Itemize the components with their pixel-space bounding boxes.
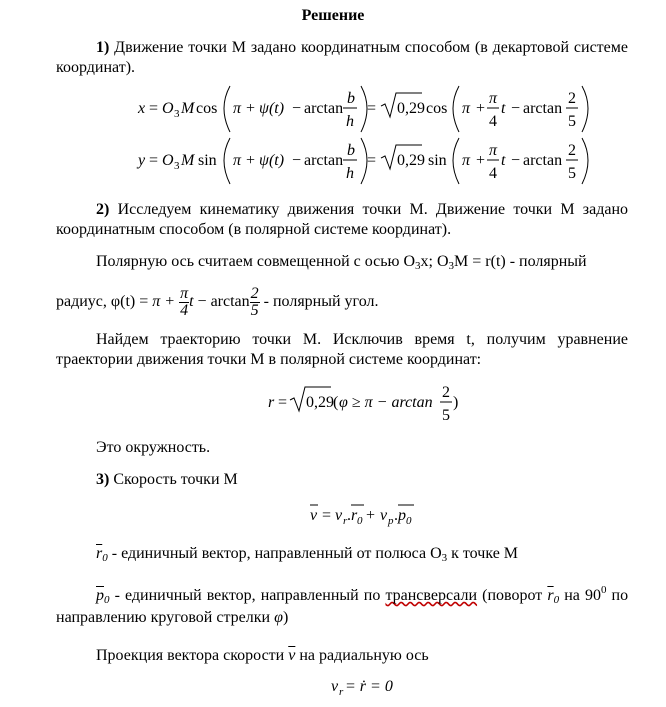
svg-text:5: 5 — [442, 407, 450, 424]
svg-text:sin: sin — [428, 152, 447, 169]
svg-text:0: 0 — [357, 515, 363, 527]
svg-text:+: + — [246, 152, 256, 169]
svg-text:+: + — [476, 100, 486, 117]
svg-text:.: . — [394, 507, 398, 524]
svg-text:4: 4 — [489, 165, 497, 182]
two-fifths-fraction: $\frac{2}{5}$ — [250, 285, 259, 319]
svg-text:π: π — [233, 100, 242, 117]
equation-r — [268, 384, 458, 424]
svg-text:r: r — [343, 515, 348, 527]
svg-text:cos: cos — [426, 100, 448, 117]
svg-text:4: 4 — [489, 113, 497, 130]
svg-text:v: v — [310, 507, 318, 524]
svg-text:r: r — [351, 507, 358, 524]
svg-text:.: . — [347, 507, 351, 524]
svg-text:O: O — [162, 100, 174, 117]
svg-text:3: 3 — [174, 160, 180, 172]
svg-text:v: v — [335, 507, 343, 524]
svg-text:t: t — [501, 100, 506, 117]
svg-text:+: + — [366, 507, 376, 524]
svg-text:v: v — [331, 678, 339, 695]
section-2-text: Исследуем кинематику движения точки М. Движение точки М задано координатным способом (в полярной системе координат). — [56, 201, 629, 238]
svg-text:p: p — [388, 515, 394, 527]
svg-text:π: π — [489, 90, 498, 107]
svg-text:h: h — [346, 165, 354, 182]
svg-text:0,29: 0,29 — [306, 394, 334, 411]
circle-text: Это окружность. — [96, 439, 211, 456]
svg-text:2: 2 — [442, 384, 450, 401]
svg-text:r: r — [268, 394, 275, 411]
svg-text:ψ(t): ψ(t) — [259, 100, 285, 117]
svg-text:=: = — [367, 100, 377, 117]
section-2-number: 2) — [96, 201, 110, 218]
svg-text:=: = — [367, 152, 377, 169]
equation-y — [136, 138, 588, 184]
svg-text:−: − — [511, 100, 521, 117]
polar-axis-text-1: Полярную ось считаем совмещенной с осью O — [96, 253, 416, 270]
svg-text:= ṙ = 0: = ṙ = 0 — [345, 678, 393, 695]
polar-axis-sub-2: 3 — [448, 260, 455, 272]
equation-radial-velocity — [331, 678, 393, 698]
polar-angle-text: - полярный угол. — [263, 293, 379, 311]
velocity-symbol: $\overline{v}$ — [288, 647, 296, 664]
svg-text:2: 2 — [568, 90, 576, 107]
svg-text:t: t — [501, 152, 506, 169]
svg-text:5: 5 — [568, 165, 576, 182]
polar-axis-text-2: x; O — [420, 253, 449, 270]
equation-x — [137, 86, 588, 132]
r0-symbol: $\overline{r}$ — [96, 545, 103, 562]
svg-text:=: = — [149, 152, 159, 169]
svg-text:+: + — [476, 152, 486, 169]
svg-text:2: 2 — [568, 142, 576, 159]
svg-text:0,29: 0,29 — [397, 100, 425, 117]
svg-text:r: r — [339, 686, 344, 698]
section-1-number: 1) — [96, 39, 110, 56]
projection-paragraph: Проекция вектора скорости $\overline{v}$ на радиальную ось — [96, 647, 429, 664]
spellcheck-underlined-word: трансверсали — [385, 587, 478, 604]
svg-text:π: π — [462, 100, 471, 117]
svg-text:0: 0 — [406, 515, 412, 527]
svg-text:M: M — [181, 152, 195, 169]
svg-text:π: π — [462, 152, 471, 169]
svg-text:arctan: arctan — [304, 152, 344, 169]
svg-text:M: M — [181, 100, 195, 117]
svg-text:b: b — [347, 142, 355, 159]
section-1-text: Движение точки М задано координатным способом (в декартовой системе координат). — [56, 39, 628, 76]
svg-text:O: O — [162, 152, 174, 169]
page-title: Решение — [301, 7, 365, 24]
trajectory-paragraph: Найдем траекторию точки М. Исключив время t, получим уравнение траектории движения точки М в полярной системе координат: — [56, 331, 628, 368]
section-3-number: 3) — [96, 471, 110, 488]
svg-text:arctan: arctan — [304, 100, 344, 117]
svg-text:v: v — [380, 507, 388, 524]
pi-over-4-fraction: $\frac{\pi}{4}$ — [180, 285, 189, 319]
svg-text:5: 5 — [568, 113, 576, 130]
svg-text:y: y — [138, 152, 146, 169]
svg-text:φ ≥ π − arctan: φ ≥ π − arctan — [339, 394, 433, 411]
svg-text:b: b — [347, 90, 355, 107]
svg-text:ψ(t): ψ(t) — [259, 152, 285, 169]
svg-text:=: = — [278, 394, 288, 411]
svg-text:3: 3 — [174, 108, 180, 120]
svg-text:−: − — [292, 100, 302, 117]
svg-text:+: + — [246, 100, 256, 117]
svg-text:): ) — [453, 394, 459, 411]
p0-symbol: $\overline{p}$ — [96, 587, 104, 604]
svg-text:π: π — [233, 152, 242, 169]
svg-text:0,29: 0,29 — [397, 152, 425, 169]
polar-radius-text: радиус, φ(t) = — [56, 293, 149, 311]
polar-axis-sub-1: 3 — [415, 260, 421, 272]
svg-text:sin: sin — [198, 152, 217, 169]
svg-text:h: h — [346, 113, 354, 130]
svg-text:p: p — [398, 507, 406, 524]
p0-description: $\overline{p}_0$ - единичный вектор, направленный по трансверсали (поворот $\overline{r}_0$ на $90^0$ по направлению круговой стрелки φ) — [56, 584, 629, 626]
svg-text:=: = — [149, 100, 159, 117]
polar-axis-text-3: M = r(t) - полярный — [454, 253, 587, 270]
svg-text:(: ( — [333, 394, 339, 411]
r0-description: $\overline{r}_0$ - единичный вектор, направленный от полюса $O_3$ к точке М — [96, 545, 519, 564]
svg-text:x: x — [138, 100, 146, 117]
svg-text:−: − — [292, 152, 302, 169]
svg-text:=: = — [322, 507, 332, 524]
equation-velocity — [310, 505, 414, 527]
svg-text:cos: cos — [196, 100, 218, 117]
svg-text:arctan: arctan — [523, 152, 563, 169]
svg-text:arctan: arctan — [523, 100, 563, 117]
svg-text:−: − — [511, 152, 521, 169]
phi-formula: π + $\frac{\pi}{4}$ t − arctan $\frac{2}{5}$ — [152, 285, 259, 319]
section-3-text: Скорость точки М — [113, 471, 238, 488]
svg-text:π: π — [489, 142, 498, 159]
